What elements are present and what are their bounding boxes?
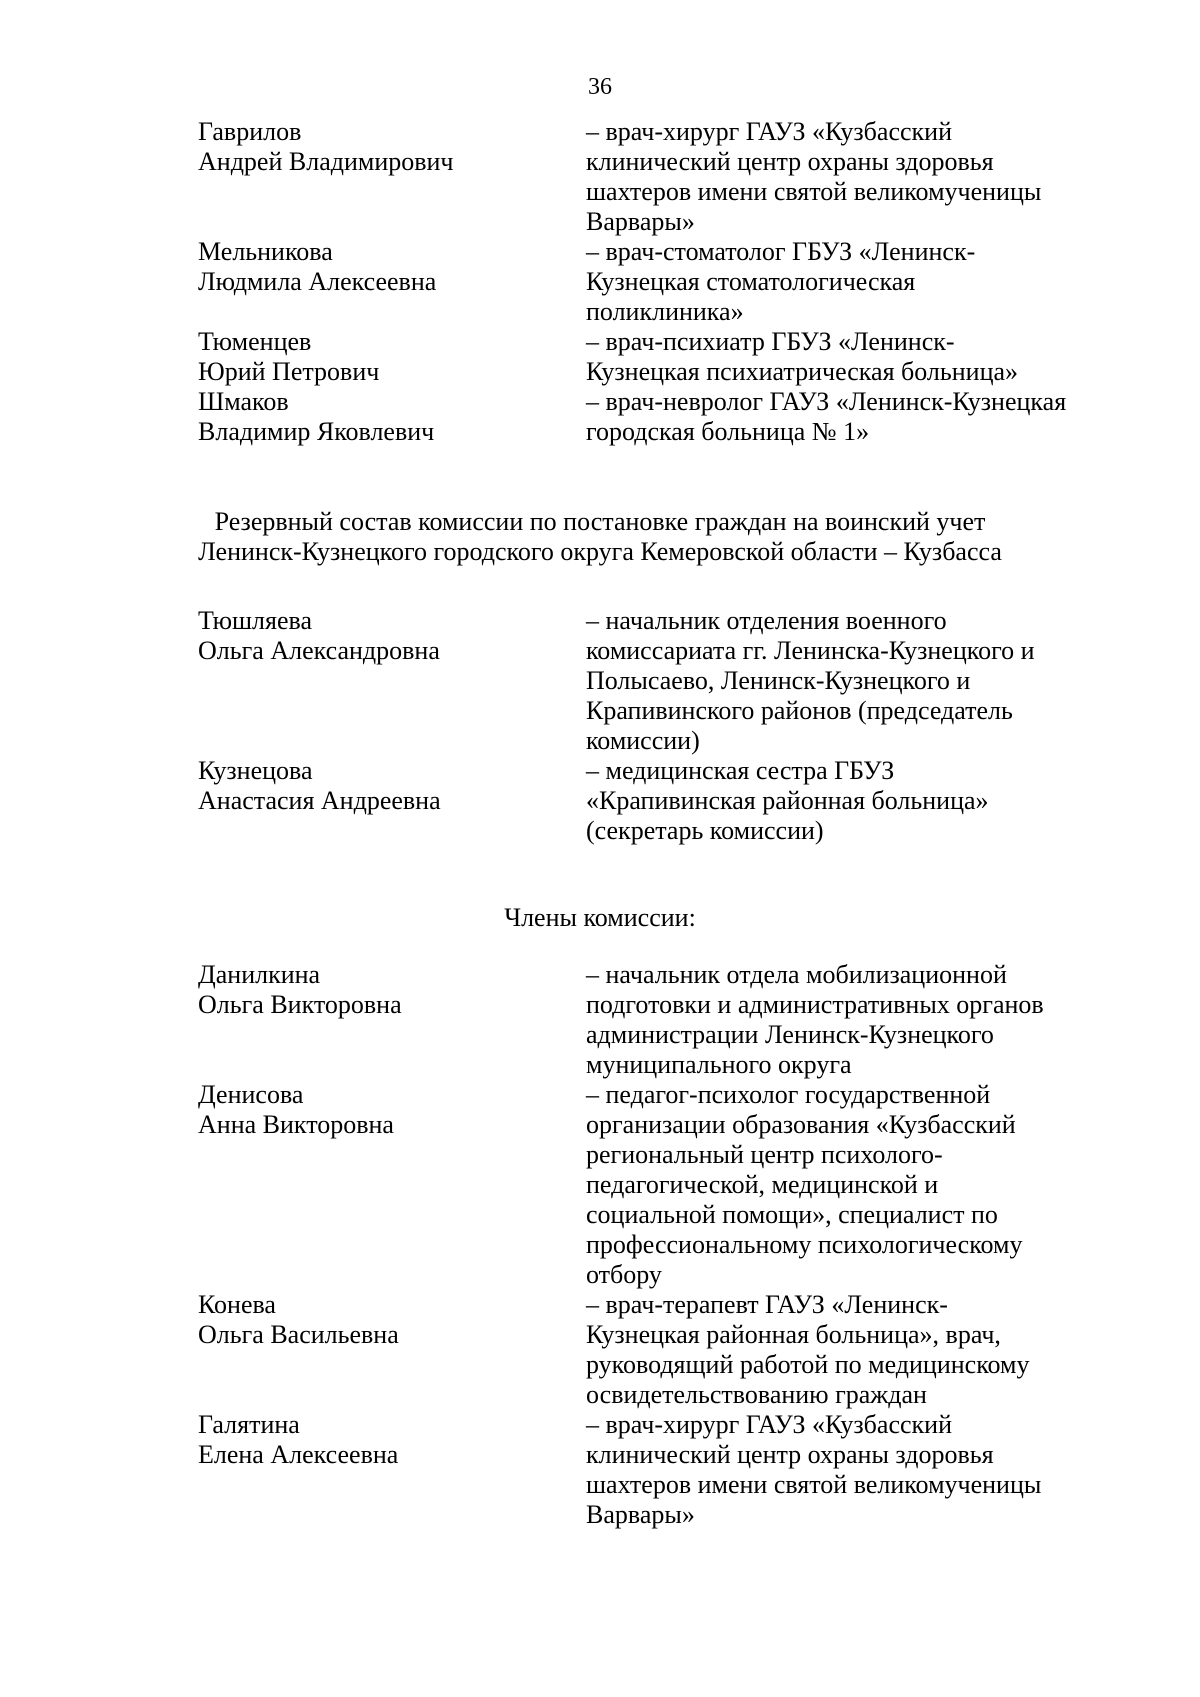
person-given-names: Андрей Владимирович	[198, 147, 454, 176]
person-position	[586, 387, 1126, 447]
position-line: комиссии)	[586, 726, 700, 755]
members-list	[0, 960, 1200, 1530]
person-given-names: Ольга Александровна	[198, 636, 440, 665]
person-surname: Кузнецова	[198, 756, 313, 785]
position-line: отбору	[586, 1260, 662, 1289]
person-surname: Тюменцев	[198, 327, 312, 356]
person-name	[198, 606, 578, 666]
person-entry	[0, 960, 1200, 1080]
position-line: – врач-терапевт ГАУЗ «Ленинск-	[586, 1290, 948, 1319]
person-entry	[0, 387, 1200, 447]
position-line: руководящий работой по медицинскому	[586, 1350, 1030, 1379]
position-line: администрации Ленинск-Кузнецкого	[586, 1020, 994, 1049]
position-line: поликлиника»	[586, 297, 744, 326]
position-line: педагогической, медицинской и	[586, 1170, 939, 1199]
position-line: региональный центр психолого-	[586, 1140, 943, 1169]
person-name	[198, 1290, 578, 1350]
person-entry	[0, 117, 1200, 237]
position-line: – педагог-психолог государственной	[586, 1080, 991, 1109]
person-surname: Конева	[198, 1290, 276, 1319]
position-line: Кузнецкая психиатрическая больница»	[586, 357, 1019, 386]
position-line: – врач-психиатр ГБУЗ «Ленинск-	[586, 327, 955, 356]
position-line: клинический центр охраны здоровья	[586, 1440, 994, 1469]
page-number: 36	[588, 74, 612, 100]
person-given-names: Владимир Яковлевич	[198, 417, 435, 446]
person-position	[586, 1080, 1126, 1290]
position-line: Полысаево, Ленинск-Кузнецкого и	[586, 666, 971, 695]
person-position	[586, 606, 1126, 756]
position-line: Крапивинского районов (председатель	[586, 696, 1013, 725]
person-given-names: Юрий Петрович	[198, 357, 380, 386]
person-entry	[0, 1410, 1200, 1530]
person-name	[198, 1080, 578, 1140]
position-line: социальной помощи», специалист по	[586, 1200, 998, 1229]
person-position	[586, 237, 1126, 327]
person-surname: Денисова	[198, 1080, 304, 1109]
position-line: городская больница № 1»	[586, 417, 870, 446]
position-line: профессиональному психологическому	[586, 1230, 1023, 1259]
person-surname: Гаврилов	[198, 117, 302, 146]
person-surname: Тюшляева	[198, 606, 312, 635]
position-line: – врач-хирург ГАУЗ «Кузбасский	[586, 117, 952, 146]
position-line: подготовки и административных органов	[586, 990, 1044, 1019]
person-entry	[0, 327, 1200, 387]
position-line: – врач-хирург ГАУЗ «Кузбасский	[586, 1410, 952, 1439]
person-position	[586, 117, 1126, 237]
person-name	[198, 237, 578, 297]
position-line: Кузнецкая районная больница», врач,	[586, 1320, 1001, 1349]
person-entry	[0, 1080, 1200, 1290]
person-name	[198, 117, 578, 177]
position-line: – начальник отдела мобилизационной	[586, 960, 1007, 989]
person-position	[586, 1410, 1126, 1530]
position-line: Варвары»	[586, 1500, 695, 1529]
person-name	[198, 327, 578, 387]
position-line: – врач-невролог ГАУЗ «Ленинск-Кузнецкая	[586, 387, 1067, 416]
person-surname: Данилкина	[198, 960, 321, 989]
person-given-names: Анна Викторовна	[198, 1110, 394, 1139]
person-given-names: Елена Алексеевна	[198, 1440, 399, 1469]
person-entry	[0, 756, 1200, 846]
person-position	[586, 327, 1126, 387]
position-line: – врач-стоматолог ГБУЗ «Ленинск-	[586, 237, 976, 266]
members-heading: Члены комиссии:	[504, 903, 696, 932]
position-line: муниципального округа	[586, 1050, 852, 1079]
position-line: шахтеров имени святой великомученицы	[586, 1470, 1042, 1499]
reserve-heading-line: Ленинск-Кузнецкого городского округа Кемеровской области – Кузбасса	[198, 537, 1002, 566]
reserve-heading-line: Резервный состав комиссии по постановке граждан на воинский учет	[214, 507, 986, 536]
reserve-heading	[0, 507, 1200, 567]
person-position	[586, 960, 1126, 1080]
position-line: «Крапивинская районная больница»	[586, 786, 989, 815]
person-given-names: Анастасия Андреевна	[198, 786, 441, 815]
position-line: Варвары»	[586, 207, 695, 236]
person-name	[198, 960, 578, 1020]
person-surname: Мельникова	[198, 237, 333, 266]
person-entry	[0, 606, 1200, 756]
position-line: клинический центр охраны здоровья	[586, 147, 994, 176]
position-line: освидетельствованию граждан	[586, 1380, 927, 1409]
person-given-names: Людмила Алексеевна	[198, 267, 437, 296]
person-position	[586, 756, 1126, 846]
reserve-commission-list	[0, 606, 1200, 846]
position-line: организации образования «Кузбасский	[586, 1110, 1016, 1139]
position-line: Кузнецкая стоматологическая	[586, 267, 916, 296]
commission-list	[0, 117, 1200, 447]
position-line: комиссариата гг. Ленинска-Кузнецкого и	[586, 636, 1035, 665]
person-entry	[0, 1290, 1200, 1410]
person-entry	[0, 237, 1200, 327]
person-position	[586, 1290, 1126, 1410]
person-name	[198, 1410, 578, 1470]
position-line: шахтеров имени святой великомученицы	[586, 177, 1042, 206]
position-line: – начальник отделения военного	[586, 606, 947, 635]
person-name	[198, 387, 578, 447]
person-surname: Галятина	[198, 1410, 300, 1439]
person-name	[198, 756, 578, 816]
person-given-names: Ольга Васильевна	[198, 1320, 399, 1349]
person-given-names: Ольга Викторовна	[198, 990, 402, 1019]
position-line: – медицинская сестра ГБУЗ	[586, 756, 895, 785]
person-surname: Шмаков	[198, 387, 289, 416]
position-line: (секретарь комиссии)	[586, 816, 824, 845]
